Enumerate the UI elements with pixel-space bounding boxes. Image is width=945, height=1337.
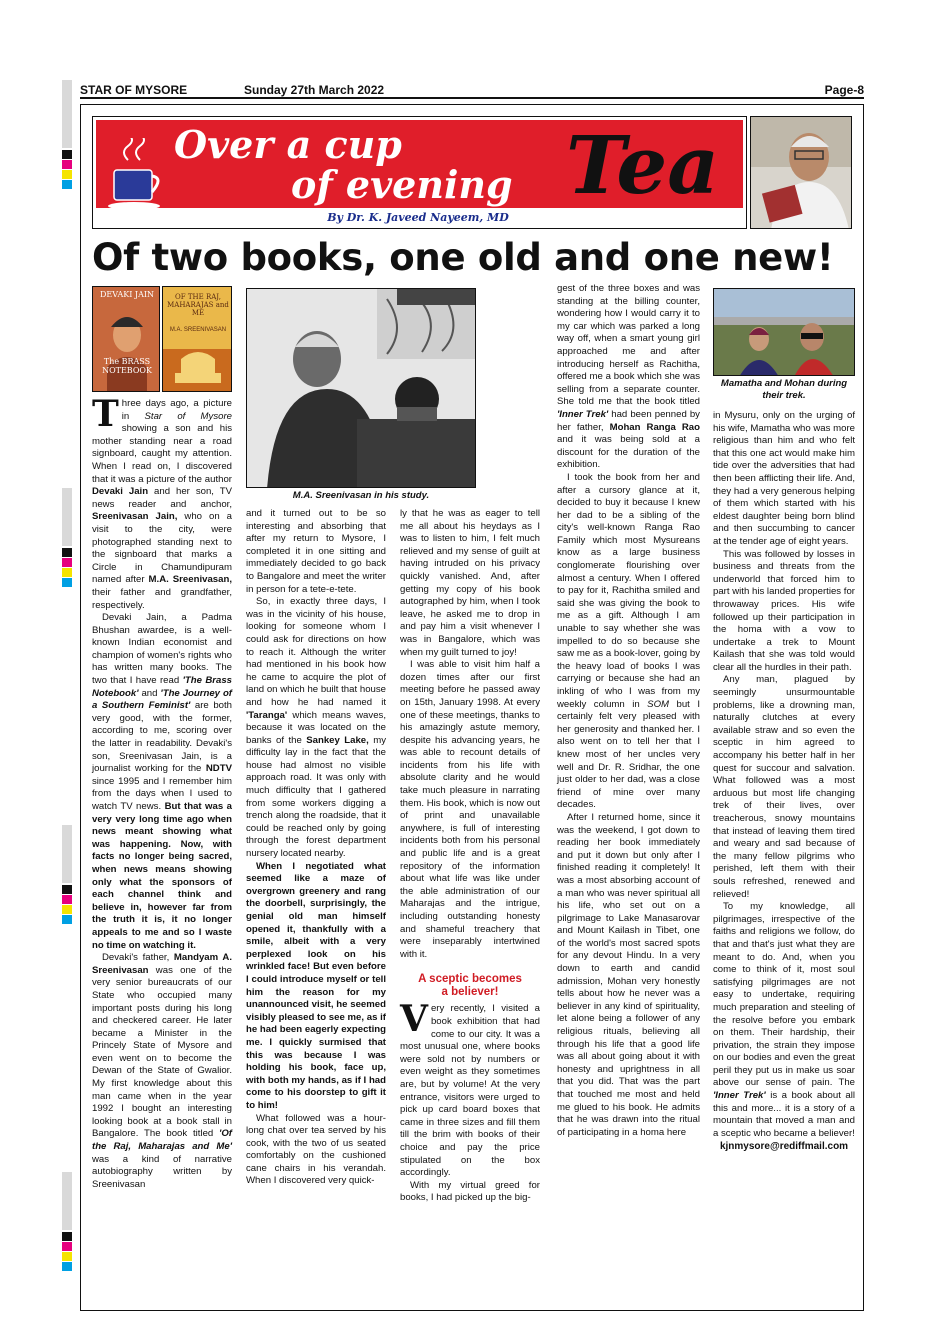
- registration-swatch: [62, 895, 72, 904]
- registration-bar: [62, 1172, 72, 1230]
- caption-trek: [713, 378, 855, 402]
- registration-swatch: [62, 885, 72, 894]
- registration-swatch: [62, 578, 72, 587]
- caption-trek-line-2: their trek.: [762, 390, 806, 401]
- registration-bar: [62, 488, 72, 546]
- book-cover-author: DEVAKI JAIN: [99, 290, 155, 299]
- article-column-1: Three days ago, a picture in Star of Mysore showing a son and his mother standing near a road signboard, caught my attention. When I read on, I discovered that it was a picture of the author Devaki Jain and her son, TV news reader and anchor, Sreenivasan Jain, who on a visit to the city, were photographed standing next to the signboard that marks a Circle in Chamundipuram named after M.A. Sreenivasan, their father and grandfather, respectively. Devaki Jain, a Padma Bhushan awardee, is a well-known Indian economist and champion of women's rights who has written many books. The two that I have read 'The Brass Notebook' and 'The Journey of a Southern Feminist' are both very good, with the former, according to me, scoring over the latter in readability. Devaki's son, Sreenivasan Jain, is a journalist working for the NDTV since 1995 and I remember him from the days when I used to watch TV news. But that was a very very long time ago when news meant showing what was happening. Now, with facts no longer being sacred, when news means showing only what the sponsors of each channel think and believe in, however far from the truth it is, it no longer appeals to me and so I waste no time on watching it. Devaki's father, Mandyam A. Sreenivasan was one of the very senior bureaucrats of our State who occupied many important posts during his long and checkered career. He later became a Minister in the Princely State of Mysore and even went on to become the Dewan of the State of Gwalior. My first knowledge about this man came when in the year 1992 I bought an interesting looking book at a book stall in Bangalore. The book titled 'Of the Raj, Maharajas and Me' was a kind of narrative autobiography written by Sreenivasan: [92, 393, 233, 1190]
- author-byline: By Dr. K. Javeed Nayeem, MD: [327, 211, 509, 224]
- photo-sreenivasan-study: [246, 288, 476, 488]
- registration-swatch: [62, 1242, 72, 1251]
- caption-trek-line-1: Mamatha and Mohan during: [720, 378, 848, 389]
- registration-swatch: [62, 150, 72, 159]
- subheading-line-2: a believer!: [441, 986, 499, 999]
- photo-mamatha-mohan-trek: [713, 288, 855, 376]
- page-number: Page-8: [824, 83, 864, 97]
- teacup-icon: [108, 138, 168, 218]
- issue-date: Sunday 27th March 2022: [244, 83, 385, 97]
- column-banner: [92, 116, 747, 229]
- book-cover-raj-maharajas: [162, 286, 232, 392]
- banner-line-2: of evening: [291, 162, 513, 207]
- banner-tea-word: Tea: [566, 118, 720, 212]
- banner-line-1: Over a cup: [174, 122, 402, 167]
- subheading-line-1: A sceptic becomes: [418, 973, 522, 986]
- author-portrait: [750, 116, 852, 229]
- registration-swatch: [62, 1262, 72, 1271]
- registration-swatch: [62, 548, 72, 557]
- registration-swatch: [62, 905, 72, 914]
- registration-swatch: [62, 160, 72, 169]
- registration-bar: [62, 825, 72, 883]
- book-cover-brass-notebook: [92, 286, 160, 392]
- article-column-5: in Mysuru, only on the urging of his wife, Mamatha who was more religious than him and who felt that this one act would make him tide over the adversities that had then been afflicting their life. And, they had a very generous helping of them which started with his eldest daughter being born blind and then succumbing to cancer at the tender age of eight years. This was followed by losses in business and threats from the underworld that forced him to part with his landed properties for throwaway prices. His wife followed up their participation in the homa with a vow to undertake a trek to Mount Kailash that she was told would clear all the hurdles in their path. Any man, plagued by seemingly unsurmountable problems, like a drowning man, naturally clutches at every available straw and so even the sceptic in him agreed to accompany his better half in her quest for succour and salvation. What followed was a most arduous but most life changing trek of their lives, over treacherous, snowy mountains that instead of leaving them tired and weary and sad because of the many fellow pilgrims who perished, left them with their souls refreshed, renewed and relieved! To my knowledge, all pilgrimages, irrespective of the faiths and religions we follow, do that and that's just what they are meant to do. And, when you come to think of it, most soul satisfying pilgrimages are not easy to undertake, requiring much preparation and steeling of the resolve before you embark on them. Their hardship, their privation, the strain they impose on our bodies and even the great peril they put us in make us soar above our sense of pain. The 'Inner Trek' is a book about all this and more... it is a story of a mountain that moved a man and a sceptic who became a believer! kjnmysore@rediffmail.com: [713, 410, 855, 1153]
- caption-study: M.A. Sreenivasan in his study.: [292, 490, 430, 501]
- article-column-2: and it turned out to be so interesting and absorbing that after my return to Mysore, I completed it in one sitting and immediately decided to go back to Bangalore and meet the writer in person for a tete-e-tete. So, in exactly three days, I was in the vicinity of his house, looking for someone whom I could ask for directions on how to reach it. Although the writer had mentioned in his book how he came to acquire the plot of land on which he built that house and how he had named it 'Taranga' which means waves, because it was located on the banks of the Sankey Lake, my difficulty lay in the fact that the house had almost no visible approach road. It was only with much difficulty that I gathered from some workers digging a trench along the roadside, that it could be reached only by going through the forest department nursery located nearby. When I negotiated what seemed like a maze of overgrown greenery and rang the doorbell, surprisingly, the genial old man himself opened it, thankfully with a smile, albeit with a very perplexed look on his wrinkled face! But even before I could introduce myself or tell him the reason for my unannounced visit, he seemed visibly pleased to see me, as if he had been eagerly expecting me. I quickly surmised that this was because I was holding his book, face up, with both my hands, as if I had come to his doorstep to gift it to him! What followed was a hour-long chat over tea served by his cook, with the two of us seated comfortably on the cushioned cane chairs in his verandah. When I discovered very quick-: [246, 508, 386, 1187]
- subheading: [400, 973, 540, 999]
- registration-swatch: [62, 558, 72, 567]
- book-cover-title: OF THE RAJ, MAHARAJAS and ME: [167, 293, 229, 317]
- author-email: kjnmysore@rediffmail.com: [719, 1141, 849, 1153]
- registration-bar: [62, 80, 72, 148]
- book-cover-author: M.A. SREENIVASAN: [169, 327, 227, 333]
- registration-swatch: [62, 170, 72, 179]
- banner-red-panel: [96, 118, 743, 212]
- registration-swatch: [62, 915, 72, 924]
- article-column-3: ly that he was as eager to tell me all about his heydays as I was to listen to him, I felt much relieved and my sense of guilt at having intruded on his privacy quickly vanished. And, after getting my copy of his book autographed by him, when I took leave, he asked me to drop in and pay him a visit whenever I was in Bangalore, which was when my guilt turned to joy! I was able to visit him half a dozen times after our first meeting before he passed away on 15th, January 1998. At every one of these meetings, thanks to his amazingly astute memory, despite his advancing years, he was able to recount details of incidents from his life with absolute clarity and he would take much pleasure in narrating them. His book, which is now out of print and unavailable anywhere, is full of interesting incidents both from his personal and public life and is a great repository of the information about what life was like under the able administration of our Maharajas and the intrigue, including outstanding honesty and shameful treachery that were inseparably intertwined with it. A sceptic becomes a believer! Very recently, I visited a book exhibition that had come to our city. It was a most unusual one, where books were sold not by numbers or even weight as they sometimes are, but by volume! At the very entrance, visitors were urged to pick up card board boxes that came in three sizes and fill them till the brim with books of their choice and pay the price stipulated on the box accordingly. With my virtual greed for books, I had picked up the big-: [400, 508, 540, 1204]
- registration-swatch: [62, 1232, 72, 1241]
- registration-swatch: [62, 568, 72, 577]
- newspaper-name: STAR OF MYSORE: [80, 83, 188, 97]
- folio-line: [80, 83, 864, 99]
- article-column-4: gest of the three boxes and was standing at the billing counter, wondering how I would carry it to my car which was parked a long way off, when a smart young girl approached me and after introducing herself as Rachitha, offered me a book which she was selling from a separate counter. She told me that the book titled 'Inner Trek' had been penned by her father, Mohan Ranga Rao and it was being sold at a discount for the duration of the exhibition. I took the book from her and after a cursory glance at it, decided to buy it because I knew her dad to be a sibling of the city's well-known Ranga Rao Family which most Mysureans know as a large business conglomerate flourishing over almost a century. When I offered to pay for it, Rachitha smiled and said she was giving the book to me as a gift. Although I am unable to say whether she was impelled to do so because she saw me as a book-lover, going by the heavy load of books I was carrying or because she had an inkling of who I was from my weekly column in SOM but I certainly felt very pleased with her generosity and thanked her. I also went on to tell her that I knew most of her uncles very well and Dr. R. Sridhar, the one just older to her dad, was a close friend of mine over many decades. After I returned home, since it was the weekend, I got down to reading her book immediately and put it down but only after I finished reading it completely! It was a most absorbing account of a man who was never spiritual all his life, who set out on a pilgrimage to Lake Manasarovar and Mount Kailash in Tibet, one of the world's most sacred spots for any devout Hindu. In a very down to earth and candid admission, Mohan very honestly tells about how he never was a believer in any kind of spirituality, let alone being a follower of any religious rituals, believing all through his life that a good life was all about going about it with honesty and uprightness in all that you did. That was the part that touched me most and held me glued to his book. He admits that he was drawn into the ritual of participating in a homa here: [557, 283, 700, 1138]
- registration-swatch: [62, 180, 72, 189]
- headline: Of two books, one old and one new!: [92, 236, 834, 279]
- registration-swatch: [62, 1252, 72, 1261]
- book-cover-title: The BRASS NOTEBOOK: [102, 357, 152, 375]
